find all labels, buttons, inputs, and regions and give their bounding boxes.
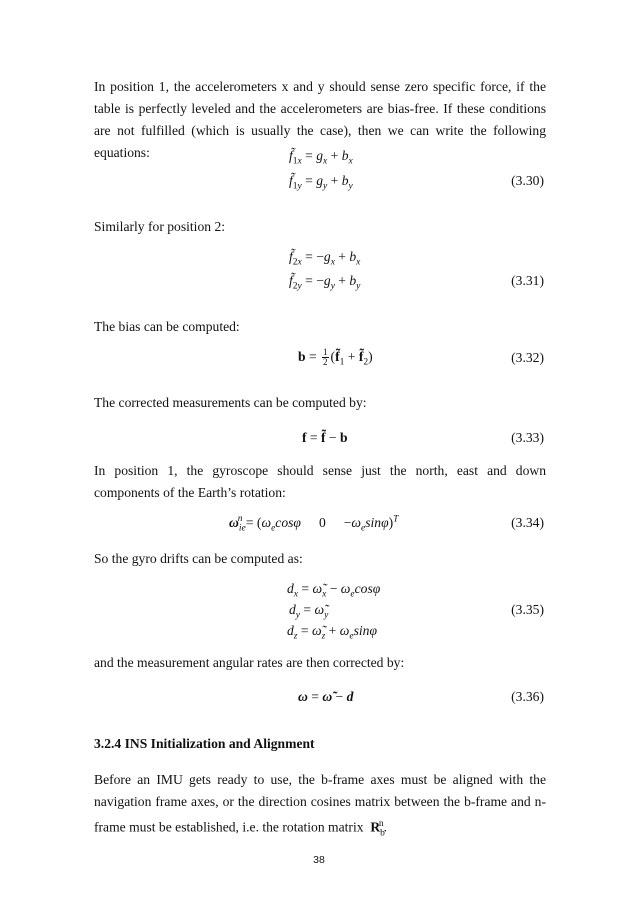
paragraph-angular-rates-corrected: and the measurement angular rates are then corrected by: (94, 655, 405, 670)
section-heading: 3.2.4 INS Initialization and Alignment (94, 736, 315, 751)
paragraph-gyro-drifts: So the gyro drifts can be computed as: (94, 551, 303, 566)
equation-corrected-f: f = f̃ − b (302, 430, 348, 445)
equation-dx: $d_x$ = $\omegã_x - \omega_e\cos\varphi$ (287, 581, 381, 600)
equation-number-3-35: (3.35) (511, 602, 544, 617)
equation-number-3-31: (3.31) (511, 273, 544, 288)
equation-number-3-33: (3.33) (511, 430, 544, 445)
paragraph-ins-alignment-text: Before an IMU gets ready to use, the b-frame axes must be aligned with the navigation frame axes, or the direction cosines matrix between the b-frame and n-frame must be established, i.e. the rotation matrix (94, 772, 546, 835)
equation-number-3-30: (3.30) (511, 173, 544, 188)
equation-f1y: $f̃_{1y} = g_y + b_y$ (289, 173, 353, 192)
equation-number-3-36: (3.36) (511, 689, 544, 704)
paragraph-ins-alignment: Before an IMU gets ready to use, the b-frame axes must be aligned with the navigation frame axes, or the direction cosines matrix between the b-frame and n-frame must be established, i.e. the rotation matrix $R_b^n$. (94, 772, 546, 839)
equation-f2y: $f̃_{2y} = -g_y + b_y$ (289, 273, 361, 292)
paragraph-position-1-accelerometers: In position 1, the accelerometers x and y should sense zero specific force, if the table is perfectly leveled and the accelerometers are bias-free. If these conditions are not fulfilled (which is usually the case), then we can write the following equations: (94, 79, 546, 160)
equation-number-3-32: (3.32) (511, 350, 544, 365)
equation-earth-rotation: $\omega_{ie}^n = (\omega_e\cos\varphi$ $0 -\omega_e\sin\varphi)^T$ (229, 514, 399, 534)
paragraph-gyroscope: In position 1, the gyroscope should sense just the north, east and down components of the Earth’s rotation: (94, 463, 546, 500)
equation-f1x: $f̃_{1x} = g_x + b_x$ (289, 148, 353, 167)
equation-dz: $d_z$ = $\omegã_z + \omega_e\sin\varphi$ (287, 623, 377, 642)
equation-corrected-omega: ω = ω̃ − d (298, 689, 354, 704)
equation-number-3-34: (3.34) (511, 515, 544, 530)
paragraph-position-2: Similarly for position 2: (94, 219, 226, 234)
paragraph-bias: The bias can be computed: (94, 319, 240, 334)
equation-dy: $d_y$ = $\omegã_y$ (289, 602, 329, 621)
equation-bias: b = $\frac{1}{2}$ ($f̃_1$ + $f̃_2$) (298, 347, 373, 368)
page-number: 38 (313, 854, 325, 866)
paragraph-corrected-measurements: The corrected measurements can be computed by: (94, 395, 367, 410)
equation-f2x: $f̃_{2x} = -g_x + b_x$ (289, 249, 361, 268)
